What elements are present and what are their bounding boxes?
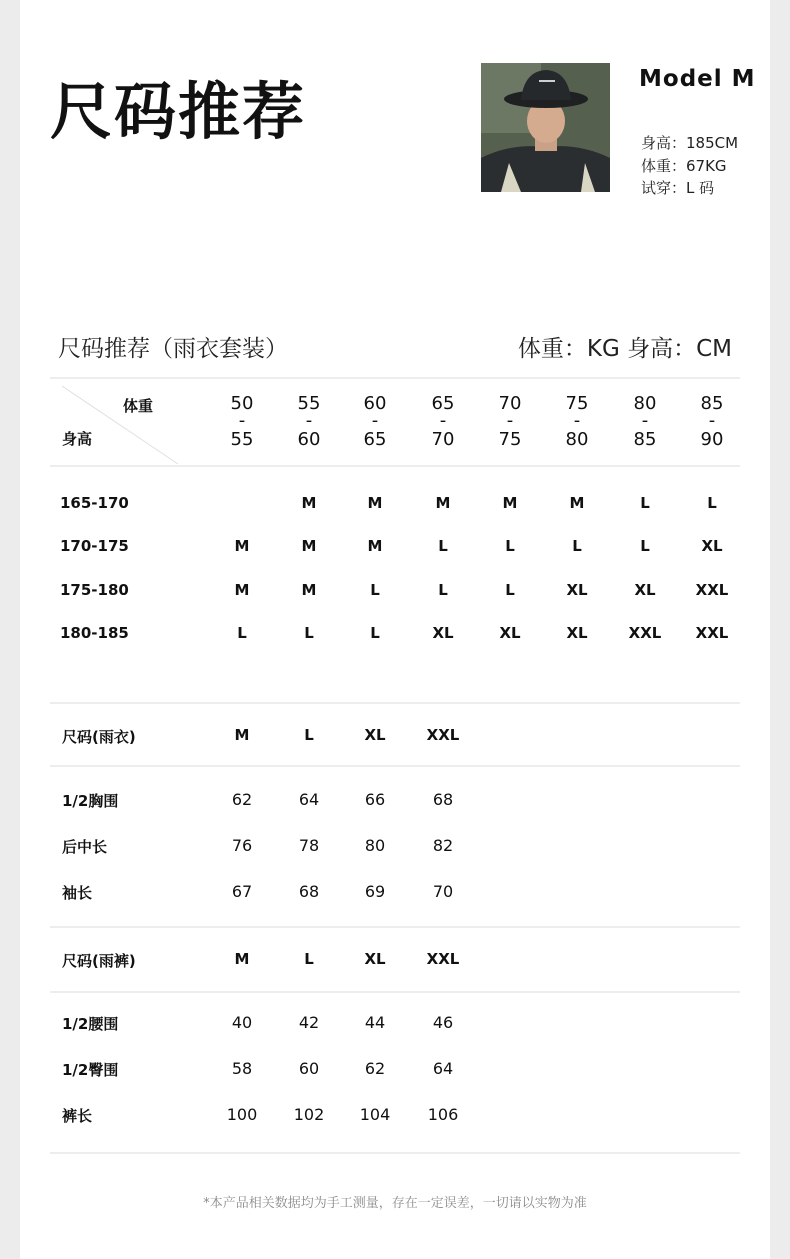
weight-max: 80 xyxy=(565,429,589,450)
recommended-size-cell: M xyxy=(367,494,383,512)
size-header-label: 尺码(雨裤) xyxy=(62,952,136,970)
size-header-cell: XL xyxy=(364,726,386,744)
size-header-cell: XXL xyxy=(426,726,460,744)
measure-value: 102 xyxy=(293,1105,325,1124)
size-header-cell: L xyxy=(304,726,314,744)
measure-label: 后中长 xyxy=(62,838,108,856)
measure-value: 60 xyxy=(298,1059,320,1078)
recommended-size-cell: XL xyxy=(432,624,454,642)
weight-range-header xyxy=(279,395,339,449)
range-dash: - xyxy=(641,410,649,431)
recommended-size-cell: M xyxy=(301,494,317,512)
weight-range-header xyxy=(480,395,540,449)
recommended-size-cell: M xyxy=(301,581,317,599)
weight-range-header xyxy=(345,395,405,449)
recommended-size-cell: XXL xyxy=(695,581,729,599)
measure-value: 42 xyxy=(298,1013,320,1032)
measure-value: 64 xyxy=(298,790,320,809)
weight-max: 60 xyxy=(297,429,321,450)
range-dash: - xyxy=(238,410,246,431)
range-dash: - xyxy=(305,410,313,431)
size-header-cell: XL xyxy=(364,950,386,968)
measure-value: 66 xyxy=(364,790,386,809)
recommended-size-cell: M xyxy=(234,537,250,555)
divider xyxy=(50,702,740,704)
range-dash: - xyxy=(439,410,447,431)
model-photo-illustration xyxy=(481,63,610,192)
recommended-size-cell: L xyxy=(572,537,582,555)
recommended-size-cell: M xyxy=(569,494,585,512)
measure-value: 62 xyxy=(231,790,253,809)
weight-max: 75 xyxy=(498,429,522,450)
measure-value: 76 xyxy=(231,836,253,855)
measure-value: 82 xyxy=(432,836,454,855)
recommended-size-cell: XL xyxy=(634,581,656,599)
weight-range-header xyxy=(682,395,742,449)
size-header-cell: M xyxy=(234,950,250,968)
recommended-size-cell: L xyxy=(438,581,448,599)
model-height: 身高：185CM xyxy=(641,134,739,152)
size-header-cell: M xyxy=(234,726,250,744)
height-range-label: 170-175 xyxy=(60,537,129,555)
divider xyxy=(50,926,740,928)
size-header-cell: XXL xyxy=(426,950,460,968)
corner-height-label: 身高 xyxy=(62,430,93,448)
measure-value: 67 xyxy=(231,882,253,901)
measure-value: 68 xyxy=(432,790,454,809)
recommended-size-cell: XL xyxy=(566,581,588,599)
measure-value: 40 xyxy=(231,1013,253,1032)
recommended-size-cell: XXL xyxy=(695,624,729,642)
measure-label: 袖长 xyxy=(62,884,93,902)
measure-value: 44 xyxy=(364,1013,386,1032)
range-dash: - xyxy=(708,410,716,431)
footnote: *本产品相关数据均为手工测量，存在一定误差，一切请以实物为准 xyxy=(203,1196,587,1211)
range-dash: - xyxy=(573,410,581,431)
range-dash: - xyxy=(371,410,379,431)
weight-min: 55 xyxy=(297,393,321,414)
size-guide-page xyxy=(20,0,770,1259)
recommended-size-cell: L xyxy=(370,581,380,599)
recommended-size-cell: L xyxy=(640,537,650,555)
measure-value: 58 xyxy=(231,1059,253,1078)
recommended-size-cell: L xyxy=(707,494,717,512)
weight-max: 85 xyxy=(633,429,657,450)
measure-value: 78 xyxy=(298,836,320,855)
divider xyxy=(50,377,740,379)
measure-label: 1/2胸围 xyxy=(62,792,119,810)
measure-value: 68 xyxy=(298,882,320,901)
measure-value: 62 xyxy=(364,1059,386,1078)
recommended-size-cell: L xyxy=(304,624,314,642)
recommended-size-cell: M xyxy=(435,494,451,512)
recommended-size-cell: XXL xyxy=(628,624,662,642)
unit-note: 体重：KG 身高：CM xyxy=(517,336,732,362)
divider xyxy=(50,765,740,767)
weight-range-header xyxy=(212,395,272,449)
height-range-label: 165-170 xyxy=(60,494,129,512)
corner-diagonal-line xyxy=(62,386,182,466)
recommended-size-cell: L xyxy=(438,537,448,555)
size-header-cell: L xyxy=(304,950,314,968)
recommended-size-cell: L xyxy=(237,624,247,642)
size-header-label: 尺码(雨衣) xyxy=(62,728,136,746)
weight-max: 55 xyxy=(230,429,254,450)
recommended-size-cell: M xyxy=(301,537,317,555)
range-dash: - xyxy=(506,410,514,431)
corner-weight-label: 体重 xyxy=(123,397,154,415)
recommended-size-cell: XL xyxy=(701,537,723,555)
weight-min: 60 xyxy=(363,393,387,414)
measure-value: 106 xyxy=(427,1105,459,1124)
recommended-size-cell: XL xyxy=(499,624,521,642)
page-title: 尺码推荐 xyxy=(50,75,307,148)
measure-value: 69 xyxy=(364,882,386,901)
measure-label: 1/2臀围 xyxy=(62,1061,119,1079)
weight-range-header xyxy=(547,395,607,449)
model-tried-size: 试穿：L 码 xyxy=(641,179,715,197)
divider xyxy=(50,1152,740,1154)
measure-label: 1/2腰围 xyxy=(62,1015,119,1033)
measure-value: 104 xyxy=(359,1105,391,1124)
weight-range-header xyxy=(413,395,473,449)
model-name: Model M xyxy=(639,66,756,92)
weight-min: 80 xyxy=(633,393,657,414)
divider xyxy=(50,465,740,467)
recommended-size-cell: M xyxy=(502,494,518,512)
measure-value: 64 xyxy=(432,1059,454,1078)
recommended-size-cell: L xyxy=(505,581,515,599)
model-weight: 体重：67KG xyxy=(641,157,727,175)
divider xyxy=(50,991,740,993)
measure-value: 100 xyxy=(226,1105,258,1124)
weight-range-header xyxy=(615,395,675,449)
recommended-size-cell: L xyxy=(370,624,380,642)
recommended-size-cell: M xyxy=(234,581,250,599)
measure-value: 80 xyxy=(364,836,386,855)
weight-max: 90 xyxy=(700,429,724,450)
measure-value: 46 xyxy=(432,1013,454,1032)
recommended-size-cell: M xyxy=(367,537,383,555)
weight-max: 70 xyxy=(431,429,455,450)
recommended-size-cell: XL xyxy=(566,624,588,642)
weight-min: 70 xyxy=(498,393,522,414)
model-photo xyxy=(481,63,610,192)
measure-label: 裤长 xyxy=(62,1107,93,1125)
weight-min: 85 xyxy=(700,393,724,414)
weight-min: 50 xyxy=(230,393,254,414)
height-range-label: 180-185 xyxy=(60,624,129,642)
weight-min: 75 xyxy=(565,393,589,414)
weight-max: 65 xyxy=(363,429,387,450)
height-range-label: 175-180 xyxy=(60,581,129,599)
recommended-size-cell: L xyxy=(640,494,650,512)
measure-value: 70 xyxy=(432,882,454,901)
weight-min: 65 xyxy=(431,393,455,414)
recommend-subtitle: 尺码推荐（雨衣套装） xyxy=(58,336,288,362)
recommended-size-cell: L xyxy=(505,537,515,555)
